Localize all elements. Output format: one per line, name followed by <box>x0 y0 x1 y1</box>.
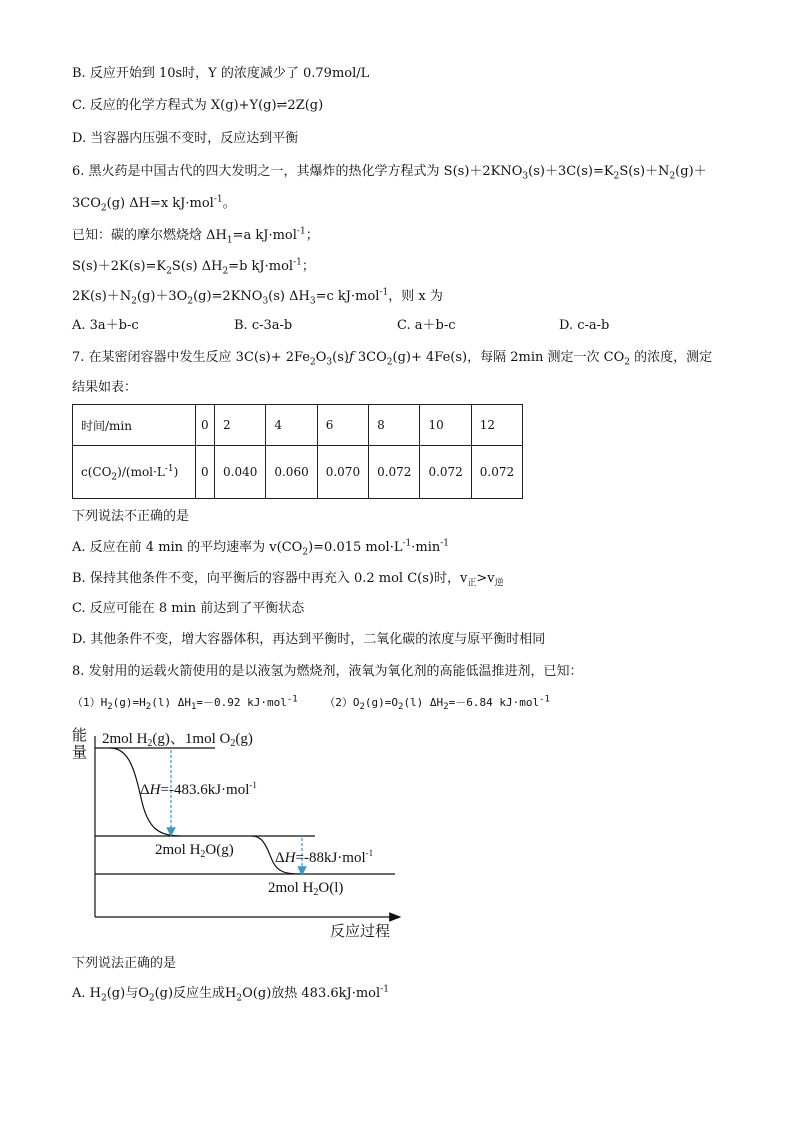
q7-data-table <box>72 404 523 499</box>
table-row-concentration <box>73 446 523 499</box>
q7-ask: 下列说法不正确的是 <box>72 509 190 524</box>
table-header-time: 时间/min <box>73 405 196 446</box>
q5-option-c: C. 反应的化学方程式为 X(g)+Y(g)⇌2Z(g) <box>72 98 324 113</box>
table-cell: 6 <box>317 405 368 446</box>
q8-given: $(1)H_2(g)=H_2(l)$ $\Delta H_1=-0.92$ kJ·mol$^{-1}$ $(2)O_2(g)=O_2(l)$ $\Delta H_2=-6.84$ kJ·mol$^{-1}$ <box>72 694 550 713</box>
q5-option-d: D. 当容器内压强不变时，反应达到平衡 <box>72 131 299 146</box>
table-cell: 0 <box>196 405 215 446</box>
table-cell: 0.072 <box>369 446 420 499</box>
table-row-time <box>73 405 523 446</box>
table-cell: 10 <box>420 405 471 446</box>
table-cell: 0 <box>196 446 215 499</box>
q7-option-b: B. 保持其他条件不变，向平衡后的容器中再充入 0.2 mol C(s)时，$v_正>v_逆$ <box>72 571 504 589</box>
q7-stem-line2: 结果如表： <box>72 380 138 395</box>
q6-options <box>72 318 712 334</box>
q7-option-c: C. 反应可能在 8 min 前达到了平衡状态 <box>72 601 305 616</box>
q8-stem: 8. 发射用的运载火箭使用的是以液氢为燃烧剂，液氧为氧化剂的高能低温推进剂，已知： <box>72 664 583 679</box>
q6-option-b: B. c-3a-b <box>234 318 293 333</box>
y-axis-label-1: 能 <box>72 728 88 744</box>
energy-level-diagram <box>70 722 410 942</box>
q6-option-d: D. c-a-b <box>559 318 610 333</box>
q6-stem-line1: 6. 黑火药是中国古代的四大发明之一，其爆炸的热化学方程式为 $S(s)+2KNO_3(s)+3C(s)=K_2S(s)+N_2(g)+$ <box>72 164 707 182</box>
q6-option-a: A. 3a＋b-c <box>72 318 139 333</box>
q6-stem-line2: $3CO_2(g)$ ΔH=x kJ·mol$^{-1}$。 <box>72 194 236 214</box>
table-cell: 8 <box>369 405 420 446</box>
table-cell: 0.070 <box>317 446 368 499</box>
table-cell: 0.040 <box>215 446 266 499</box>
table-cell: 0.072 <box>471 446 522 499</box>
q8-option-a: A. $H_2(g)$与$O_2(g)$反应生成$H_2O(g)$放热 483.6kJ·mol$^{-1}$ <box>72 984 389 1004</box>
q8-ask: 下列说法正确的是 <box>72 956 177 971</box>
q6-known-1: 已知：碳的摩尔燃烧焓 $\Delta H_1=a$ kJ·mol$^{-1}$； <box>72 226 319 246</box>
level-h2o-liquid-label: 2mol $H_2O(l)$ <box>268 880 344 898</box>
dh2-label: ΔH=-88kJ·mol$^{-1}$ <box>275 848 374 866</box>
q6-known-2: $S(s)+2K(s)=K_2S(s)$ $\Delta H_2=b$ kJ·mol$^{-1}$； <box>72 257 315 277</box>
level-reactants-label: 2mol $H_2(g)$、1mol $O_2(g)$ <box>102 731 253 749</box>
table-cell: 0.072 <box>420 446 471 499</box>
level-h2o-gas-label: 2mol $H_2O(g)$ <box>155 842 234 860</box>
table-cell: 2 <box>215 405 266 446</box>
y-axis-label-2: 量 <box>72 745 88 761</box>
table-cell: 0.060 <box>266 446 317 499</box>
q7-stem-line1: 7. 在某密闭容器中发生反应 $3C(s)+ 2Fe_2O_3(s)ƒ$ $3CO_2(g)+ 4Fe(s)$，每隔 2min 测定一次 $CO_2$ 的浓度，测定 <box>72 350 713 368</box>
x-axis-label: 反应过程 <box>330 924 391 940</box>
table-cell: 4 <box>266 405 317 446</box>
q7-option-d: D. 其他条件不变，增大容器体积，再达到平衡时，二氧化碳的浓度与原平衡时相同 <box>72 632 546 647</box>
q6-known-3: $2K(s)+N_2(g)+3O_2(g)=2KNO_3(s)$ $\Delta H_3=c$ kJ·mol$^{-1}$，则 x 为 <box>72 287 443 307</box>
table-cell: 12 <box>471 405 522 446</box>
q5-option-b: B. 反应开始到 10s时，Y 的浓度减少了 0.79mol/L <box>72 66 370 81</box>
q7-option-a: A. 反应在前 4 min 的平均速率为 $v(CO_2)=0.015$ $mol\cdot L^{-1}\cdot\min^{-1}$ <box>72 538 450 558</box>
table-header-concentration: $c(CO_2)/(mol\cdot L^{-1})$ <box>73 446 196 499</box>
dh1-label: ΔH=-483.6kJ·mol$^{-1}$ <box>140 780 257 798</box>
q6-option-c: C. a＋b-c <box>397 318 456 333</box>
